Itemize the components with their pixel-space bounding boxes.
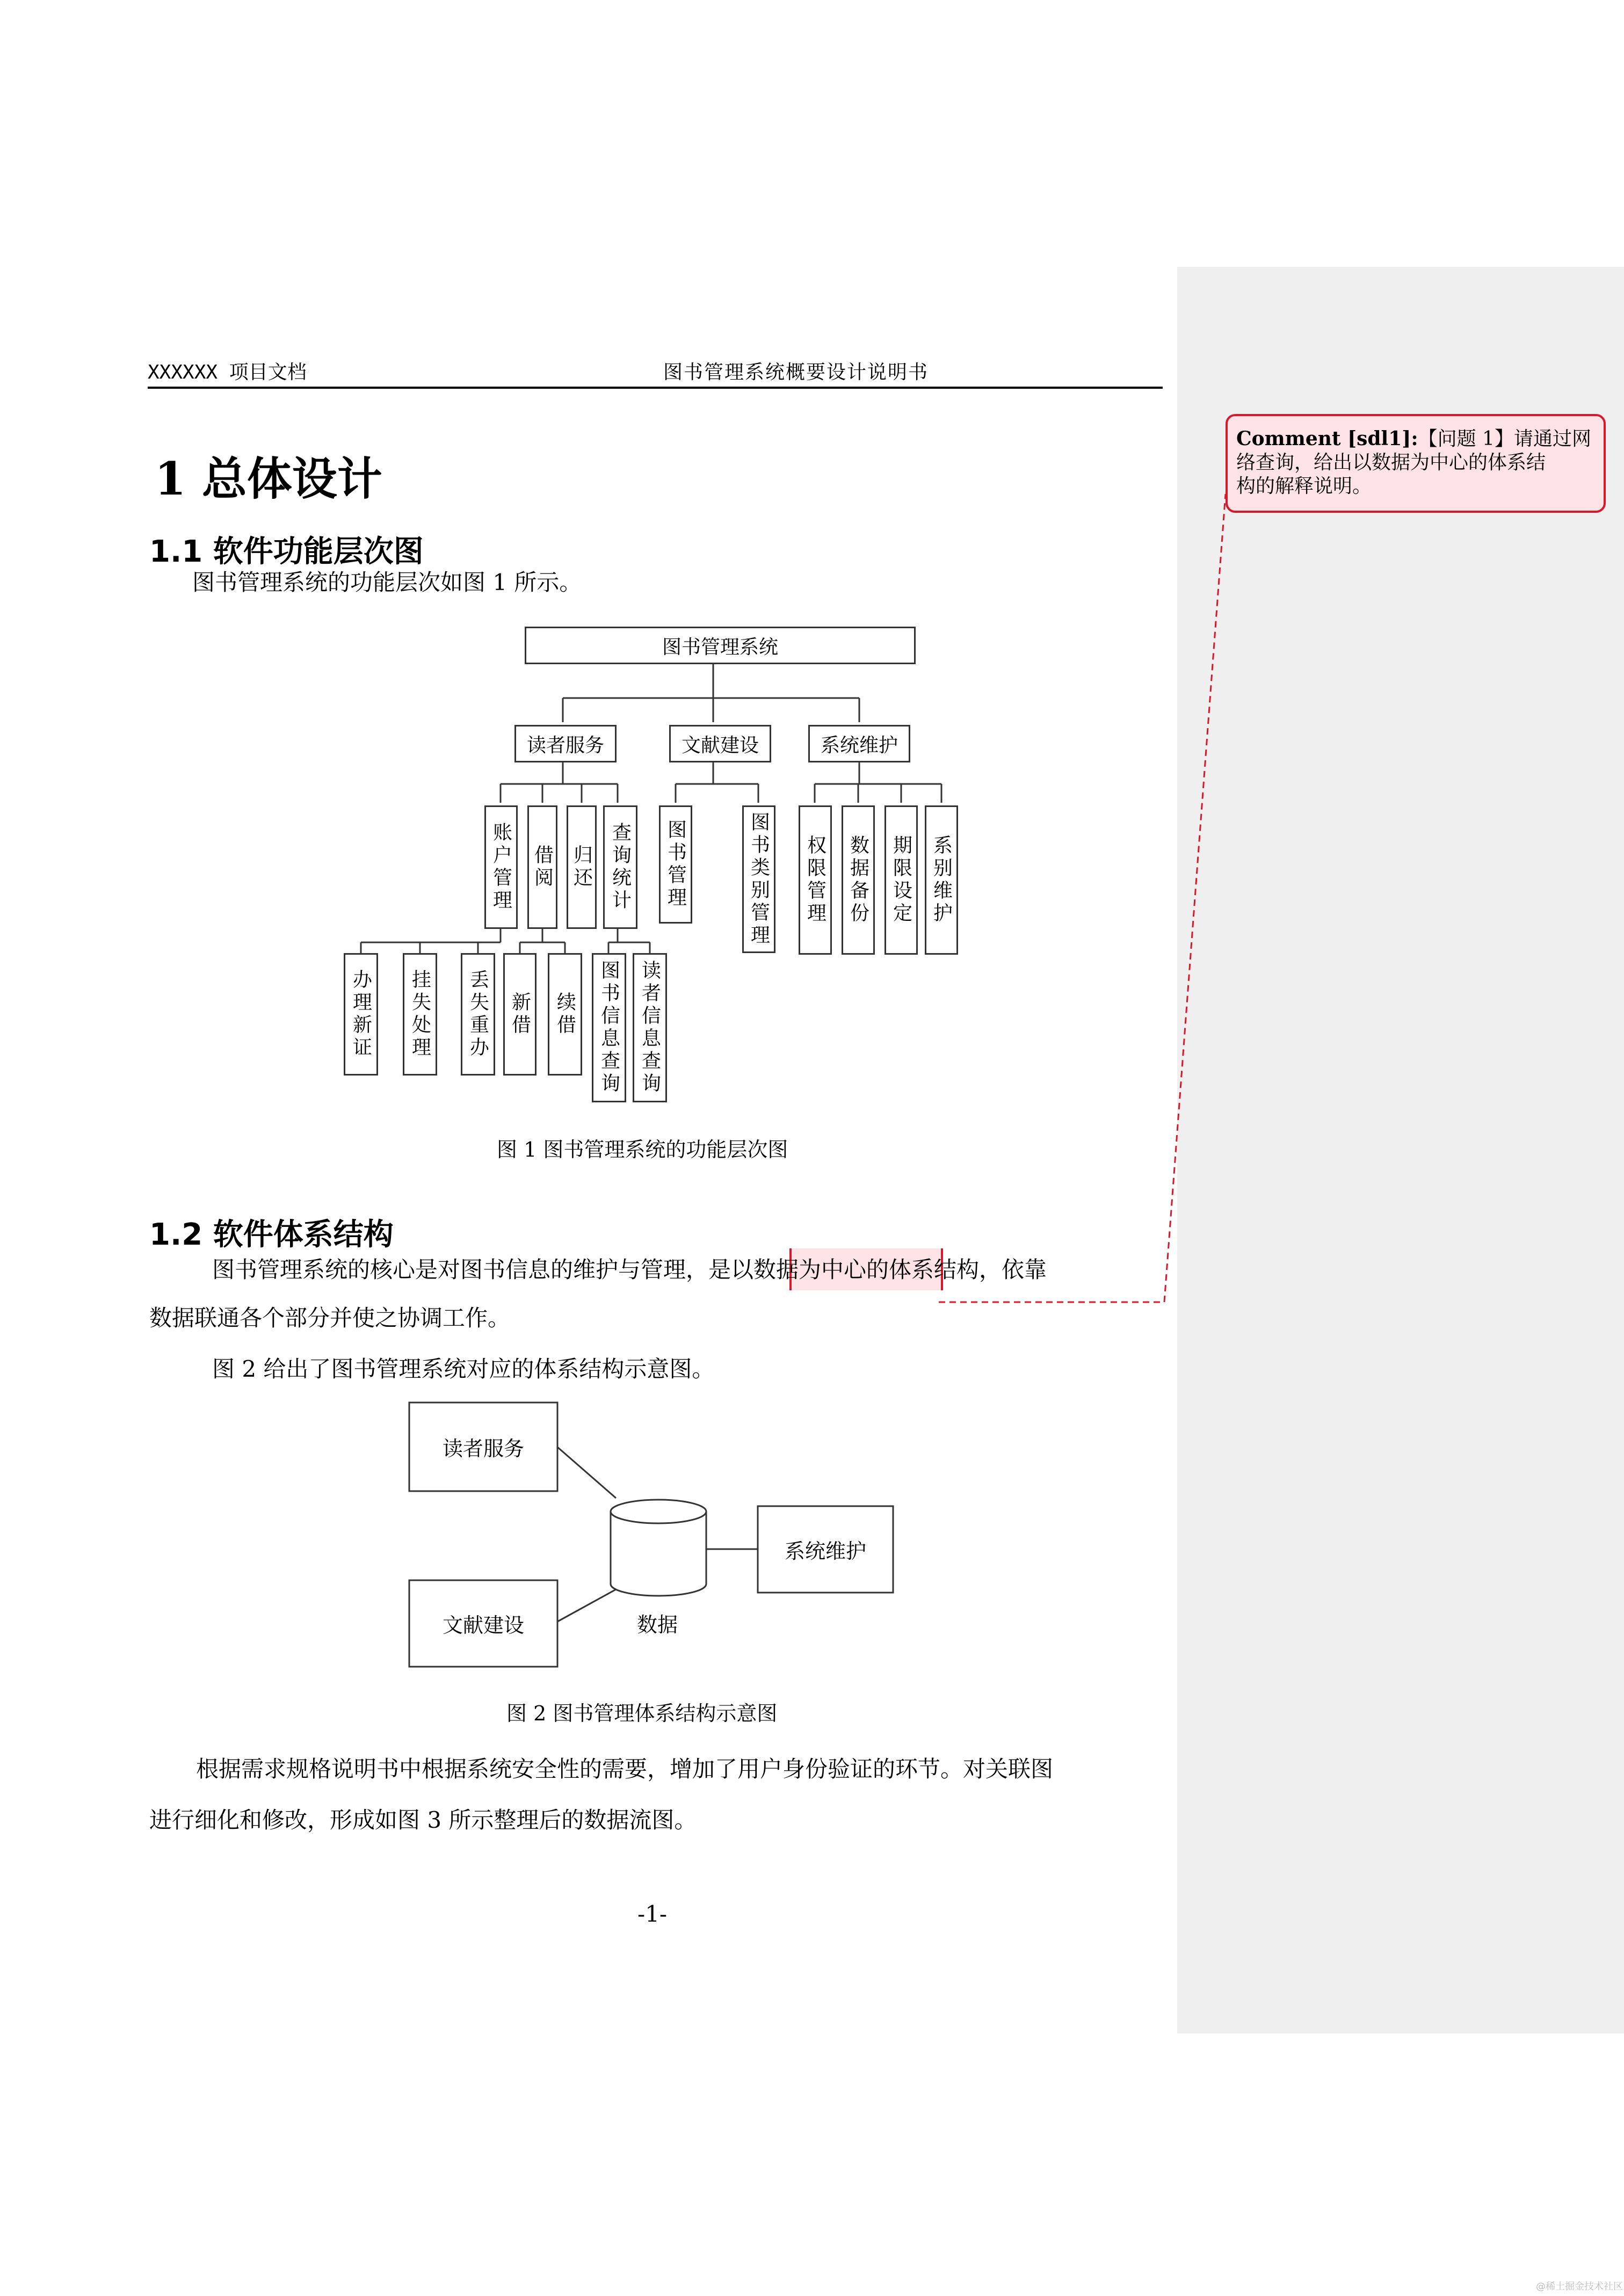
section-1-2-para1-line2: 数据联通各个部分并使之协调工作。 (149, 1305, 511, 1331)
section-1-2-para2: 图 2 给出了图书管理系统对应的体系结构示意图。 (212, 1356, 715, 1382)
fig1-term: 期限设定 (885, 805, 918, 955)
fig1-reader-service: 读者服务 (514, 725, 617, 762)
fig1-query: 查询统计 (603, 805, 637, 929)
figure2-caption: 图 2 图书管理体系结构示意图 (506, 1702, 778, 1725)
fig1-category-manage: 图书类别管理 (742, 805, 775, 953)
fig1-backup: 数据备份 (842, 805, 875, 955)
fig1-department: 系别维护 (925, 805, 958, 955)
comment-author: Comment [sdl1]: (1236, 427, 1418, 450)
fig1-borrow: 借阅 (527, 805, 557, 929)
para1-highlight[interactable]: 以数据为中心 (731, 1256, 867, 1283)
header-left: XXXXXX 项目文档 (148, 361, 307, 383)
closing-line1: 根据需求规格说明书中根据系统安全性的需要，增加了用户身份验证的环节。对关联图 (196, 1756, 1054, 1782)
figure1-caption: 图 1 图书管理系统的功能层次图 (497, 1138, 788, 1161)
fig1-new-borrow: 新借 (503, 953, 536, 1076)
fig1-return: 归还 (567, 805, 597, 929)
fig1-reader-info-query: 读者信息查询 (633, 953, 667, 1102)
fig2-maintenance: 系统维护 (784, 1539, 866, 1563)
closing-line2: 进行细化和修改，形成如图 3 所示整理后的数据流图。 (149, 1807, 697, 1833)
fig1-permission: 权限管理 (799, 805, 832, 955)
fig1-root: 图书管理系统 (525, 627, 916, 664)
page-number: -1- (637, 1901, 668, 1927)
watermark: @稀土掘金技术社区 (1536, 2281, 1623, 2292)
fig2-data-label: 数据 (637, 1613, 678, 1637)
section-1-1-intro: 图书管理系统的功能层次如图 1 所示。 (192, 569, 582, 595)
comment-line2: 络查询，给出以数据为中心的体系结 (1236, 452, 1546, 474)
fig1-book-info-query: 图书信息查询 (592, 953, 626, 1102)
fig1-account: 账户管理 (484, 805, 518, 929)
chapter-title: 1 总体设计 (155, 452, 382, 505)
fig2-literature: 文献建设 (442, 1614, 524, 1637)
comment-line1: 【问题 1】请通过网 (1418, 428, 1591, 450)
fig1-report-loss: 挂失处理 (403, 953, 437, 1076)
section-1-2-title: 1.2 软件体系结构 (149, 1217, 394, 1252)
para1-after: 的体系结构，依靠 (866, 1256, 1047, 1283)
comment-line3: 构的解释说明。 (1236, 475, 1372, 497)
header-right: 图书管理系统概要设计说明书 (663, 361, 929, 383)
fig1-book-manage: 图书管理 (659, 805, 692, 924)
section-1-1-title: 1.1 软件功能层次图 (149, 534, 424, 569)
fig1-renew: 续借 (548, 953, 582, 1076)
fig1-new-card: 办理新证 (344, 953, 378, 1076)
fig1-literature: 文献建设 (669, 725, 771, 762)
para1-before: 图书管理系统的核心是对图书信息的维护与管理，是 (212, 1256, 731, 1283)
fig1-reissue: 丢失重办 (461, 953, 495, 1076)
fig2-reader-service: 读者服务 (442, 1437, 524, 1461)
fig1-maintenance: 系统维护 (808, 725, 910, 762)
